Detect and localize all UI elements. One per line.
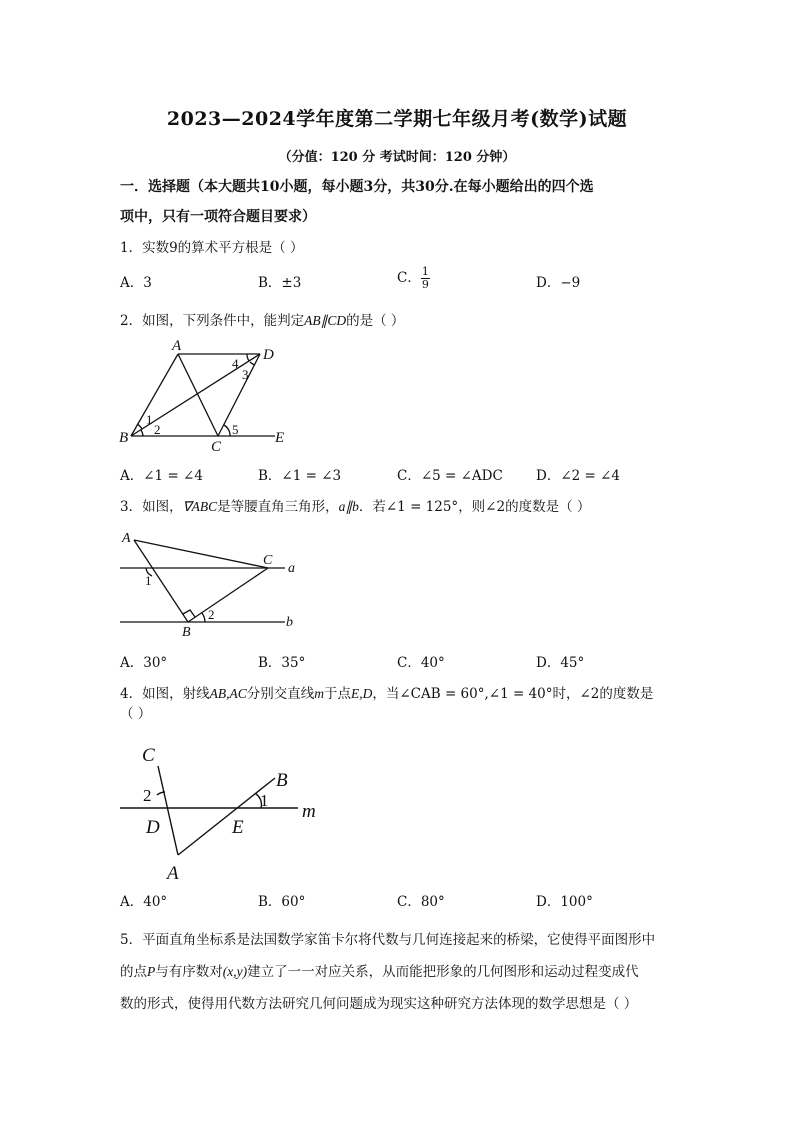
label-D: D bbox=[146, 817, 160, 838]
stem-text: 建立了一一对应关系，从而能把形象的几何图形和运动过程变成代 bbox=[247, 964, 639, 980]
fraction bbox=[421, 266, 430, 291]
question-3-stem bbox=[120, 497, 680, 517]
stem-math: m bbox=[314, 686, 324, 701]
stem-text: ，则∠2的度数是（ ） bbox=[458, 499, 591, 515]
stem-math: ∠1 = 125° bbox=[385, 499, 459, 515]
stem-text: 的点 bbox=[120, 964, 147, 980]
ray-AB bbox=[178, 778, 275, 855]
label-angle-4: 4 bbox=[232, 356, 239, 371]
stem-math: AB,AC bbox=[209, 686, 247, 701]
stem-text: 3．如图， bbox=[120, 499, 183, 515]
label-E: E bbox=[275, 430, 285, 446]
question-1-option-b[interactable]: B．±3 bbox=[258, 275, 302, 291]
label-m: m bbox=[302, 801, 316, 822]
label-angle-1: 1 bbox=[146, 412, 153, 427]
stem-math: (x,y) bbox=[222, 964, 248, 979]
right-angle-mark bbox=[183, 610, 195, 617]
section-heading-line2: 项中，只有一项符合题目要求） bbox=[120, 209, 316, 225]
stem-text: 2．如图，下列条件中，能判定 bbox=[120, 313, 305, 329]
stem-text: ．若 bbox=[358, 499, 386, 515]
angle-2-arc bbox=[141, 430, 143, 436]
question-4-option-c[interactable]: C．80° bbox=[397, 894, 445, 910]
stem-text: ，当 bbox=[372, 686, 400, 702]
question-2-option-d[interactable]: D．∠2 = ∠4 bbox=[536, 468, 621, 484]
question-1-option-d[interactable]: D．−9 bbox=[536, 275, 581, 291]
label-E: E bbox=[232, 817, 244, 838]
label-angle-2: 2 bbox=[143, 786, 152, 805]
label-C: C bbox=[142, 745, 155, 766]
exam-info: （分值：120 分 考试时间：120 分钟） bbox=[278, 150, 516, 165]
question-3-option-a[interactable]: A．30° bbox=[120, 655, 168, 671]
question-3-figure bbox=[110, 526, 310, 641]
label-angle-5: 5 bbox=[232, 422, 239, 437]
label-angle-2: 2 bbox=[208, 607, 215, 622]
fraction-denominator: 9 bbox=[421, 278, 429, 291]
side-AB bbox=[134, 540, 188, 622]
label-A: A bbox=[172, 338, 182, 354]
stem-text: 是等腰直角三角形， bbox=[217, 499, 339, 515]
label-B: B bbox=[182, 625, 191, 640]
stem-math: AB∥CD bbox=[304, 313, 347, 328]
question-1-option-a[interactable]: A．3 bbox=[120, 275, 152, 291]
question-1-option-c[interactable] bbox=[397, 266, 430, 291]
angle-1-arc bbox=[137, 424, 142, 429]
segment-AC bbox=[178, 354, 218, 436]
stem-math: E,D bbox=[350, 686, 373, 701]
label-angle-3: 3 bbox=[242, 367, 249, 382]
stem-line3: 数的形式，使得用代数方法研究几何问题成为现实这种研究方法体现的数学思想是（ ） bbox=[120, 996, 638, 1012]
question-4-option-d[interactable]: D．100° bbox=[536, 894, 593, 910]
stem-math: ∇ABC bbox=[182, 499, 218, 514]
stem-math: ∠CAB = 60°,∠1 = 40° bbox=[399, 686, 553, 702]
question-2-stem bbox=[120, 311, 680, 331]
stem-math: P bbox=[147, 964, 156, 979]
question-2-option-b[interactable]: B．∠1 = ∠3 bbox=[258, 468, 342, 484]
stem-text: 的是（ ） bbox=[346, 313, 405, 329]
stem-text: 于点 bbox=[323, 686, 351, 702]
question-1-stem: 1．实数9的算术平方根是（ ） bbox=[120, 240, 304, 256]
question-3-option-c[interactable]: C．40° bbox=[397, 655, 445, 671]
angle-4-arc bbox=[247, 354, 249, 361]
question-3-option-d[interactable]: D．45° bbox=[536, 655, 585, 671]
side-BC bbox=[188, 568, 268, 622]
stem-text: 4．如图，射线 bbox=[120, 686, 210, 702]
label-b: b bbox=[286, 615, 293, 630]
angle-3-arc bbox=[250, 362, 255, 365]
question-4-option-a[interactable]: A．40° bbox=[120, 894, 168, 910]
label-angle-1: 1 bbox=[145, 573, 152, 588]
page-title: 2023—2024学年度第二学期七年级月考(数学)试题 bbox=[166, 108, 628, 130]
question-2-option-a[interactable]: A．∠1 = ∠4 bbox=[120, 468, 203, 484]
section-heading-line1: 一．选择题（本大题共10小题，每小题3分，共30分.在每小题给出的四个选 bbox=[120, 179, 594, 195]
label-A: A bbox=[167, 863, 179, 884]
stem-text: 与有序数对 bbox=[155, 964, 223, 980]
question-4-option-b[interactable]: B．60° bbox=[258, 894, 306, 910]
question-2-option-c[interactable]: C．∠5 = ∠ADC bbox=[397, 468, 503, 484]
stem-text-line2: （ ） bbox=[120, 706, 152, 722]
label-angle-2: 2 bbox=[154, 422, 161, 437]
option-c-prefix: C． bbox=[397, 270, 421, 286]
angle-2-arc bbox=[202, 613, 205, 622]
label-a: a bbox=[288, 561, 295, 576]
label-B: B bbox=[276, 770, 288, 791]
label-C: C bbox=[211, 439, 222, 454]
question-4-stem bbox=[120, 684, 680, 724]
section-heading bbox=[120, 172, 680, 232]
label-C: C bbox=[263, 553, 273, 568]
stem-math: a∥b bbox=[338, 499, 359, 514]
question-2-figure bbox=[110, 336, 310, 454]
label-angle-1: 1 bbox=[260, 791, 269, 810]
label-B: B bbox=[119, 430, 129, 446]
ray-AC bbox=[158, 766, 178, 855]
stem-line2 bbox=[120, 956, 680, 988]
question-5-stem bbox=[120, 924, 680, 1020]
stem-line1: 5．平面直角坐标系是法国数学家笛卡尔将代数与几何连接起来的桥梁，它使得平面图形中 bbox=[120, 932, 656, 948]
label-D: D bbox=[263, 347, 274, 363]
stem-text: 分别交直线 bbox=[246, 686, 315, 702]
stem-text: 时，∠2的度数是 bbox=[552, 686, 654, 702]
angle-5-arc bbox=[224, 425, 230, 436]
label-A: A bbox=[122, 531, 131, 546]
side-AC bbox=[134, 540, 268, 568]
question-4-figure bbox=[110, 738, 330, 886]
fraction-numerator: 1 bbox=[421, 265, 429, 278]
segment-DC bbox=[218, 354, 260, 436]
question-3-option-b[interactable]: B．35° bbox=[258, 655, 306, 671]
